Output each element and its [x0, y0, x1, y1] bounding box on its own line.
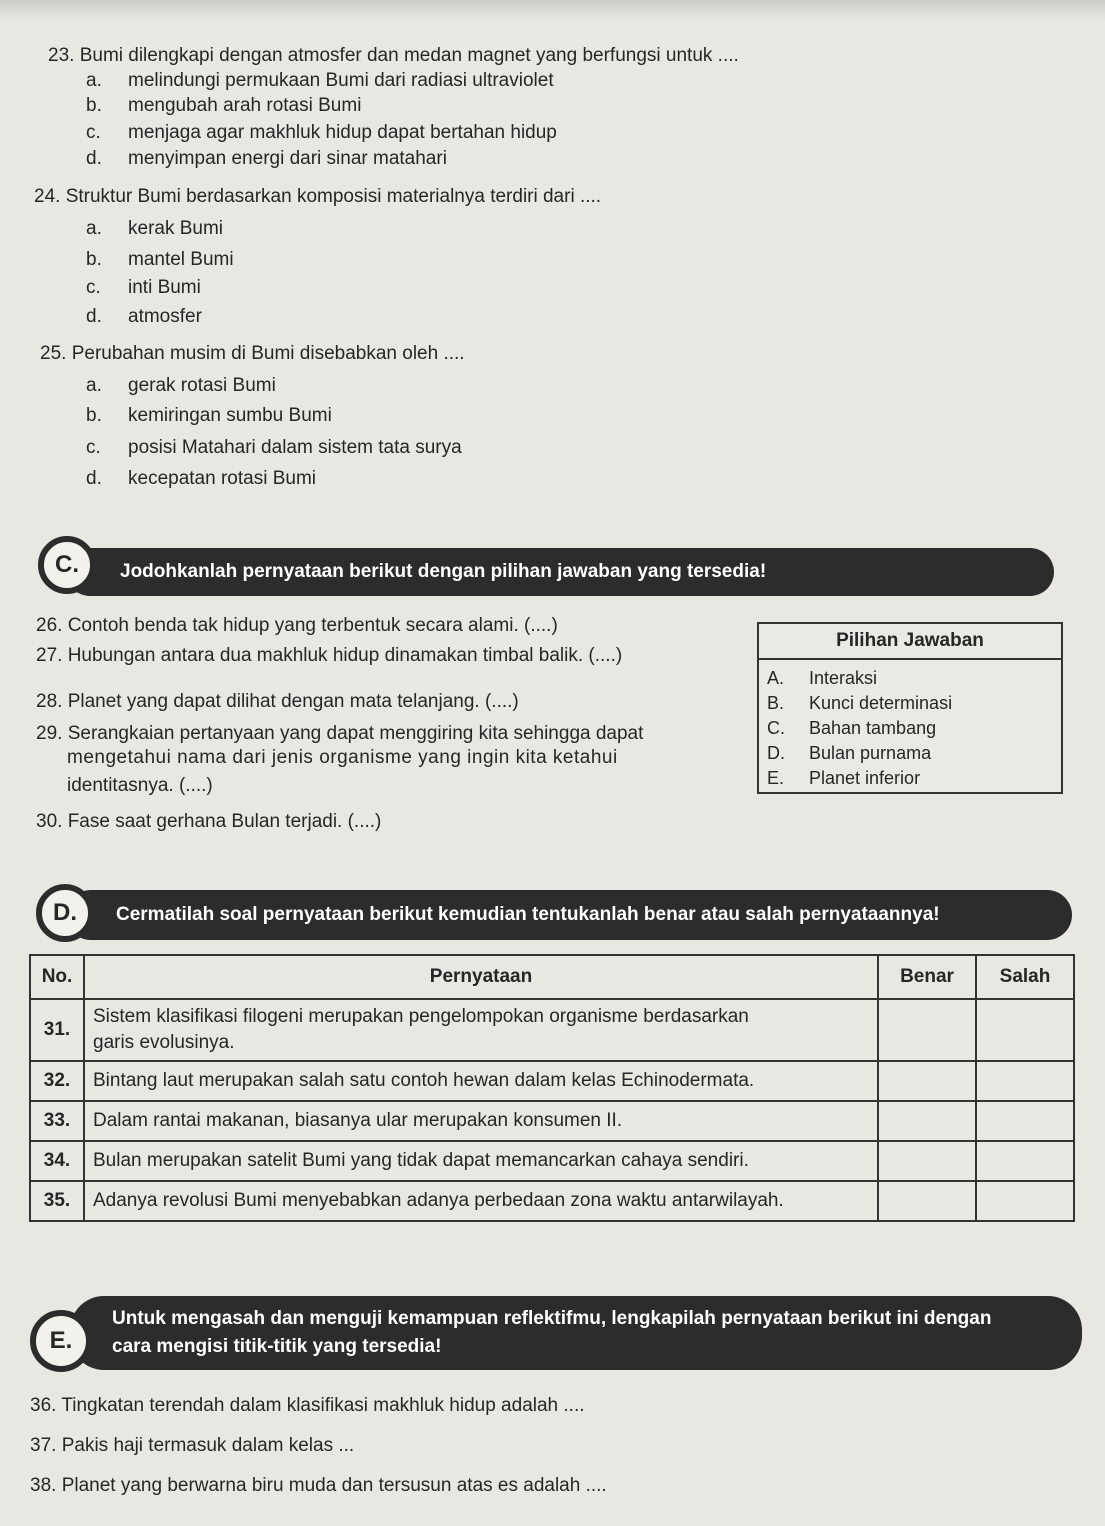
row-statement: Adanya revolusi Bumi menyebabkan adanya perbedaan zona waktu antarwilayah.	[84, 1181, 878, 1221]
option-24b: b. mantel Bumi	[86, 249, 234, 270]
row-number: 33.	[30, 1101, 84, 1141]
statement-26: 26. Contoh benda tak hidup yang terbentuk secara alami. (....)	[36, 615, 558, 636]
section-e-instruction-line2: cara mengisi titik-titik yang tersedia!	[112, 1336, 442, 1357]
option-24c: c. inti Bumi	[86, 277, 201, 298]
true-cell[interactable]	[878, 1181, 976, 1221]
option-23a: a. melindungi permukaan Bumi dari radiasi ultraviolet	[86, 70, 554, 91]
page-top-shadow	[0, 0, 1105, 22]
statement-line: Sistem klasifikasi filogeni merupakan pengelompokan organisme berdasarkan	[93, 1006, 749, 1027]
choices-title: Pilihan Jawaban	[759, 624, 1061, 660]
question-number: 23.	[48, 45, 75, 66]
answer-choices-box	[757, 622, 1063, 794]
choice-a: A. Interaksi	[767, 668, 878, 688]
header-false: Salah	[976, 955, 1074, 999]
question-text: Bumi dilengkapi dengan atmosfer dan medan magnet yang berfungsi untuk ....	[79, 45, 739, 66]
section-d-badge: D.	[36, 884, 94, 942]
table-header-row	[30, 955, 1074, 999]
false-cell[interactable]	[976, 999, 1074, 1061]
section-d-instruction: Cermatilah soal pernyataan berikut kemudian tentukanlah benar atau salah pernyataannya!	[116, 904, 940, 925]
false-cell[interactable]	[976, 1061, 1074, 1101]
statement-28: 28. Planet yang dapat dilihat dengan mata telanjang. (....)	[36, 691, 519, 712]
table-row	[30, 1181, 1074, 1221]
question-38: 38. Planet yang berwarna biru muda dan tersusun atas es adalah ....	[30, 1475, 607, 1496]
option-24d: d. atmosfer	[86, 306, 202, 327]
question-number: 25.	[40, 343, 67, 364]
true-cell[interactable]	[878, 1141, 976, 1181]
section-e-badge: E.	[30, 1310, 92, 1372]
choice-c: C. Bahan tambang	[767, 718, 937, 738]
false-cell[interactable]	[976, 1141, 1074, 1181]
option-23b: b. mengubah arah rotasi Bumi	[86, 95, 362, 116]
question-text: Struktur Bumi berdasarkan komposisi materialnya terdiri dari ....	[65, 186, 602, 207]
question-number: 24.	[34, 186, 61, 207]
statement-29-line2: mengetahui nama dari jenis organisme yang ingin kita ketahui	[67, 747, 618, 768]
row-number: 31.	[30, 999, 84, 1061]
false-cell[interactable]	[976, 1101, 1074, 1141]
option-25c: c. posisi Matahari dalam sistem tata surya	[86, 437, 462, 458]
question-37: 37. Pakis haji termasuk dalam kelas ...	[30, 1435, 355, 1456]
row-statement: Bulan merupakan satelit Bumi yang tidak dapat memancarkan cahaya sendiri.	[84, 1141, 878, 1181]
table-row	[30, 1101, 1074, 1141]
true-cell[interactable]	[878, 1101, 976, 1141]
section-c-banner	[66, 548, 1054, 596]
statement-29: 29. Serangkaian pertanyaan yang dapat menggiring kita sehingga dapat	[36, 723, 644, 744]
row-number: 32.	[30, 1061, 84, 1101]
statement-30: 30. Fase saat gerhana Bulan terjadi. (....)	[36, 811, 382, 832]
statement-29-line3: identitasnya. (....)	[67, 775, 213, 796]
false-cell[interactable]	[976, 1181, 1074, 1221]
row-statement	[84, 999, 878, 1061]
option-25a: a. gerak rotasi Bumi	[86, 375, 276, 396]
table-row	[30, 999, 1074, 1061]
question-23	[48, 44, 739, 68]
true-false-table	[29, 954, 1075, 1222]
question-24	[34, 185, 601, 209]
section-c-badge: C.	[38, 536, 96, 594]
row-number: 35.	[30, 1181, 84, 1221]
row-number: 34.	[30, 1141, 84, 1181]
choice-e: E. Planet inferior	[767, 768, 921, 788]
option-23c: c. menjaga agar makhluk hidup dapat bertahan hidup	[86, 122, 557, 143]
header-true: Benar	[878, 955, 976, 999]
header-statement: Pernyataan	[84, 955, 878, 999]
section-e-banner	[70, 1296, 1082, 1370]
section-d-banner	[66, 890, 1072, 940]
option-24a: a. kerak Bumi	[86, 218, 224, 239]
table-row	[30, 1061, 1074, 1101]
option-25b: b. kemiringan sumbu Bumi	[86, 405, 332, 426]
section-c-instruction: Jodohkanlah pernyataan berikut dengan pilihan jawaban yang tersedia!	[120, 561, 767, 582]
table-row	[30, 1141, 1074, 1181]
header-no: No.	[30, 955, 84, 999]
statement-line: garis evolusinya.	[93, 1032, 235, 1053]
true-cell[interactable]	[878, 999, 976, 1061]
section-e-instruction-line1: Untuk mengasah dan menguji kemampuan reflektifmu, lengkapilah pernyataan berikut ini dengan	[112, 1308, 992, 1329]
question-25	[40, 342, 465, 366]
option-25d: d. kecepatan rotasi Bumi	[86, 468, 316, 489]
choice-b: B. Kunci determinasi	[767, 693, 953, 713]
true-cell[interactable]	[878, 1061, 976, 1101]
row-statement: Bintang laut merupakan salah satu contoh hewan dalam kelas Echinodermata.	[84, 1061, 878, 1101]
choice-d: D. Bulan purnama	[767, 743, 932, 763]
question-text: Perubahan musim di Bumi disebabkan oleh ....	[71, 343, 465, 364]
option-23d: d. menyimpan energi dari sinar matahari	[86, 148, 447, 169]
question-36: 36. Tingkatan terendah dalam klasifikasi makhluk hidup adalah ....	[30, 1395, 585, 1416]
row-statement: Dalam rantai makanan, biasanya ular merupakan konsumen II.	[84, 1101, 878, 1141]
statement-27: 27. Hubungan antara dua makhluk hidup dinamakan timbal balik. (....)	[36, 645, 623, 666]
